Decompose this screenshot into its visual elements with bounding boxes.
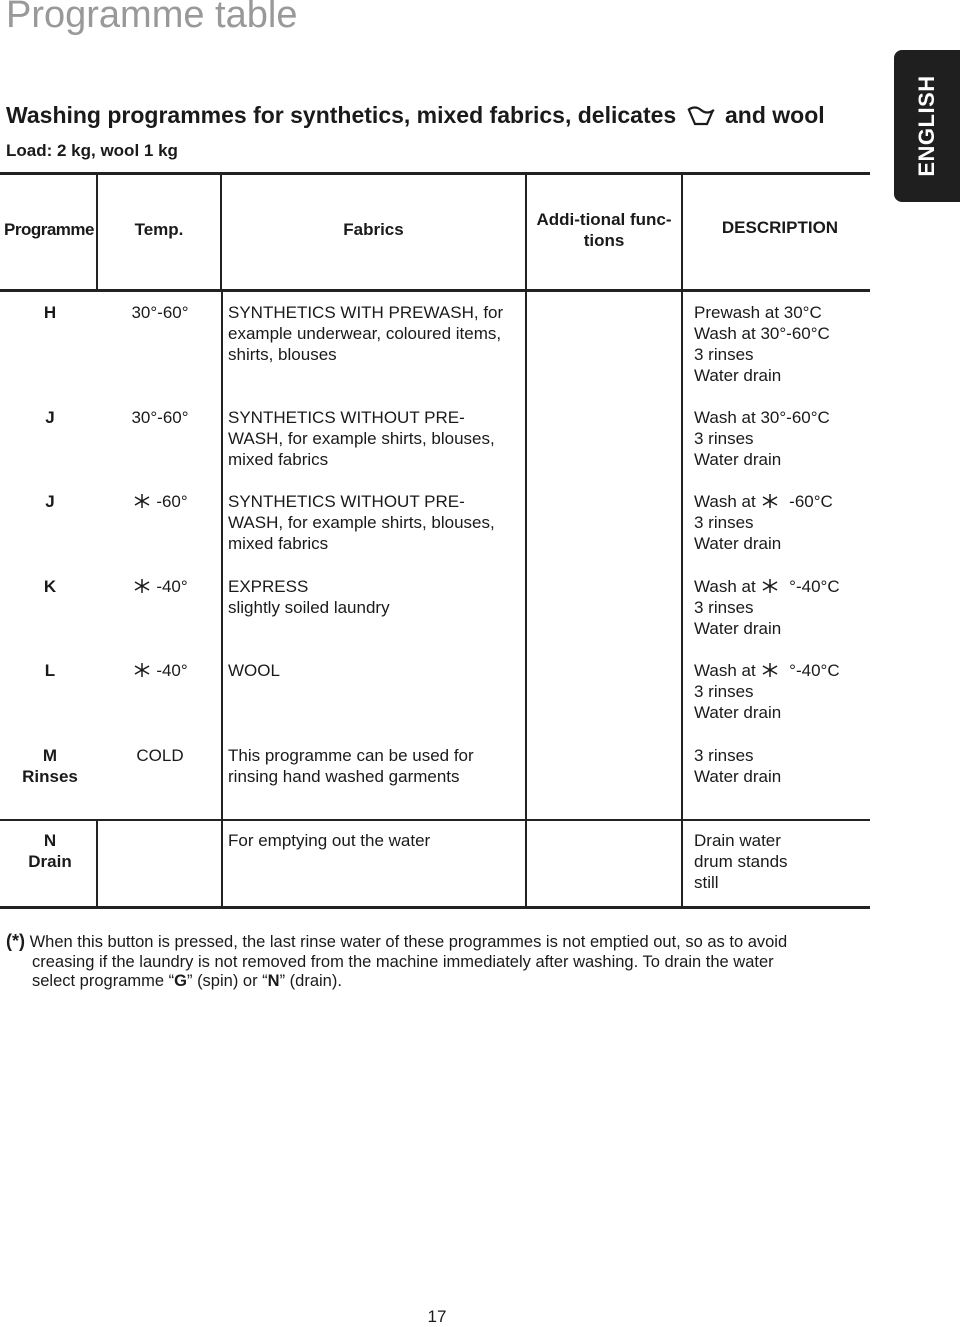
row-rule	[0, 819, 870, 821]
header-programme: Programme	[4, 220, 94, 239]
col-divider	[681, 291, 683, 908]
footnote	[6, 932, 856, 992]
programme-fabrics: WOOL	[228, 661, 280, 680]
footnote-line-3: select programme “G” (spin) or “N” (drain).	[32, 972, 342, 990]
programme-temp: -60°	[100, 491, 220, 512]
programme-description: Wash at °-40°C 3 rinses Water drain	[694, 577, 840, 638]
footnote-marker: (*)	[6, 931, 25, 951]
programme-code: K	[43, 577, 57, 596]
page-number: 17	[427, 1307, 447, 1326]
programme-code: M Rinses	[22, 746, 78, 786]
programme-fabrics: SYNTHETICS WITH PREWASH, for example underwear, coloured items, shirts, blouses	[228, 303, 504, 364]
table-bottom-rule	[0, 906, 870, 909]
cold-asterisk-icon	[760, 578, 780, 594]
programme-temp: COLD	[136, 746, 184, 765]
programme-code: N Drain	[28, 831, 72, 871]
programme-description: Drain water drum stands still	[694, 831, 788, 892]
language-tab	[894, 50, 960, 202]
programme-fabrics: EXPRESS slightly soiled laundry	[228, 577, 390, 617]
header-additional-functions: Addi-tional func-tions	[536, 210, 672, 250]
programme-fabrics: This programme can be used for rinsing hand washed garments	[228, 746, 474, 786]
programme-description: Wash at -60°C 3 rinses Water drain	[694, 492, 833, 553]
subtitle-text-after: and wool	[724, 102, 825, 128]
programme-description: 3 rinses Water drain	[694, 746, 782, 786]
header-description: DESCRIPTION	[721, 218, 839, 237]
programme-fabrics: SYNTHETICS WITHOUT PRE- WASH, for example shirts, blouses, mixed fabrics	[228, 408, 495, 469]
programme-code: H	[43, 303, 57, 322]
cold-asterisk-icon	[132, 662, 152, 678]
programme-description: Prewash at 30°C Wash at 30°-60°C 3 rinses Water drain	[694, 303, 830, 385]
programme-temp: 30°-60°	[131, 303, 189, 322]
subtitle-text-before: Washing programmes for synthetics, mixed fabrics, delicates	[6, 102, 677, 128]
hand-wash-basin-icon	[687, 104, 715, 132]
header-temp: Temp.	[134, 220, 184, 239]
programme-temp: -40°	[100, 660, 220, 681]
programme-code: J	[45, 408, 55, 427]
cold-asterisk-icon	[132, 493, 152, 509]
cold-asterisk-icon	[132, 578, 152, 594]
load-info: Load: 2 kg, wool 1 kg	[6, 141, 178, 160]
programme-code: J	[45, 492, 55, 511]
col-divider	[525, 174, 527, 291]
programme-temp: -40°	[100, 576, 220, 597]
page-title: Programme table	[6, 0, 298, 36]
col-divider	[96, 174, 98, 291]
programme-fabrics: SYNTHETICS WITHOUT PRE- WASH, for example shirts, blouses, mixed fabrics	[228, 492, 495, 553]
section-subtitle	[6, 102, 825, 132]
cold-asterisk-icon	[760, 493, 780, 509]
programme-code: L	[44, 661, 56, 680]
language-tab-label: ENGLISH	[914, 75, 939, 177]
header-bottom-rule	[0, 289, 870, 292]
programme-temp: 30°-60°	[131, 408, 189, 427]
col-divider	[681, 174, 683, 291]
header-fabrics: Fabrics	[343, 220, 404, 239]
footnote-line-1: When this button is pressed, the last rinse water of these programmes is not emptied out, so as to avoid	[29, 933, 788, 951]
footnote-line-2: creasing if the laundry is not removed from the machine immediately after washing. To drain the water	[32, 952, 774, 971]
cold-asterisk-icon	[760, 662, 780, 678]
programme-description: Wash at °-40°C 3 rinses Water drain	[694, 661, 840, 722]
programme-description: Wash at 30°-60°C 3 rinses Water drain	[694, 408, 830, 469]
table-top-rule	[0, 172, 870, 175]
programme-fabrics: For emptying out the water	[228, 831, 431, 850]
col-divider	[221, 291, 223, 908]
